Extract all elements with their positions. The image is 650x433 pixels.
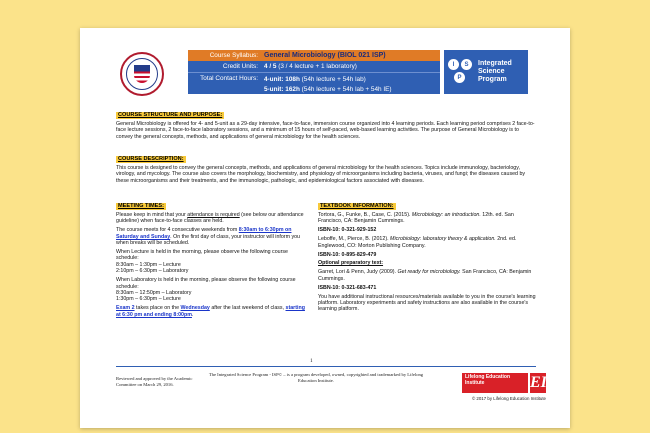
program-trademark-note: The Integrated Science Program - ISP© – is a program developed, owned, copyrighted and trademarked by Lifelong Education Institute. xyxy=(208,372,424,383)
meeting-times-text: Please keep in mind that your attendance is required (see below our attendance guideline) when face-to-face classes are held. The course meets for 4 consecutive weekends from 8:30am to 6:30pm on Saturday and Sunday. On the first day of class, your instructor will inform you when breaks will be scheduled. When Lecture is held in the morning, please observe the following course schedule: 8:30am – 1:30pm – Lecture 2:10pm – 6:30pm – Laboratory When Laboratory is held in the morning, please observe the following course schedule: 8:30am – 12:50pm – Laboratory 1:30pm – 6:30pm – Lecture Exam 2 takes place on the Wednesday after the last weekend of class, starting at 6:30 pm and ending 8:00pm. xyxy=(116,212,305,318)
structure-text: General Microbiology is offered for 4- and 5-unit as a 29-day intensive, face-to-face, immersion course organized into 4 learning periods. Each learning period comprises 2 face-to-face lecture sessions, 2 face-to-face laboratory sessions, and a minimum of 15 hours of self-paced, web-based learning activities. The purpose of General Microbiology is to convey the general concepts, methods, and applications of general microbiology for the health sciences. xyxy=(116,121,535,140)
contact-hours-label: Total Contact Hours: xyxy=(200,75,258,82)
resources-note: You have additional instructional resources/materials available to you in the course's learning platform. Laboratory experiments and safety instructions are also available in the course's learning platform. xyxy=(318,293,536,313)
course-syllabus-label: Course Syllabus: xyxy=(209,52,258,59)
course-header-table xyxy=(188,50,440,94)
university-seal-icon xyxy=(120,52,164,96)
syllabus-page xyxy=(80,28,570,428)
isbn-1: ISBN-10: 0-321-929-152 xyxy=(318,227,377,234)
exam-day-link[interactable]: Wednesday xyxy=(180,305,210,312)
copyright-note: © 2017 by Lifelong Education Institute xyxy=(471,396,546,401)
textbook-heading: TEXTBOOK INFORMATION: xyxy=(320,203,394,209)
lei-logo-icon: EI xyxy=(530,374,547,391)
course-title: General Microbiology (BIOL 021 ISP) xyxy=(264,52,386,59)
exam-time-link[interactable]: starting at 6:30 pm and ending 8:00pm xyxy=(116,305,305,318)
review-note: Reviewed and approved by the Academic Committee on March 29, 2016. xyxy=(116,376,193,387)
optional-text-heading: Optional preparatory text: xyxy=(318,260,384,267)
exam-2-link[interactable]: Exam 2 xyxy=(116,305,135,312)
structure-heading: COURSE STRUCTURE AND PURPOSE: xyxy=(118,112,223,118)
description-text: This course is designed to convey the general concepts, methods, and applications of general microbiology for the health sciences. Topics include immunology, bacteriology, virology, and mycology. The course also covers the morphology, biochemistry, and physiology of microorganisms including bacteria, viruses, and fungi; the diseases caused by these microorganisms and their treatments, and the immunologic, pathologic, and epidemiological factors associated with diseases. xyxy=(116,165,526,184)
credit-units-detail: (3 / 4 lecture + 1 laboratory) xyxy=(276,63,357,70)
five-unit-detail: (54h lecture + 54h lab + 54h IE) xyxy=(299,86,392,93)
weekend-hours-link[interactable]: 8:30am to 6:30pm on Saturday and Sunday xyxy=(116,227,292,240)
isp-logo-icon: I S P xyxy=(448,59,474,85)
four-unit-detail: (54h lecture + 54h lab) xyxy=(299,76,366,83)
description-heading: COURSE DESCRIPTION: xyxy=(118,156,184,162)
isbn-3: ISBN-10: 0-321-683-471 xyxy=(318,284,377,291)
footer-divider xyxy=(116,366,536,367)
five-unit-hours: 5-unit: 162h xyxy=(264,86,300,93)
textbook-text: Tortora, G., Funke, B., Case, C. (2015). Microbiology: an introduction. 12th. ed. San Francisco, CA: Benjamin Cummings. ISBN-10: 0-321-929-152 Leboffe, M., Pierce, B. (2012). Microbiology: laboratory theory & application. 2nd. ed. Englewood, CO: Morton Publishing Company. ISBN-10: 0-895-829-479 Optional preparatory text: Garret, Lori & Penn, Judy (2009). Get ready for microbiology. San Francisco, CA: Benjamin Cummings. ISBN-10: 0-321-683-471 You have additional instructional resources/materials available to you in the course's learning platform. Laboratory experiments and safety instructions are also available in the course's learning platform. xyxy=(318,212,536,313)
attendance-required-link[interactable]: attendance is required xyxy=(187,212,240,218)
credit-units-label: Credit Units: xyxy=(222,63,258,70)
credit-units-value: 4 / 5 xyxy=(264,63,277,70)
isp-logo-text: Integrated Science Program xyxy=(478,60,512,83)
lei-logo: Lifelong Education Institute xyxy=(462,373,528,393)
isbn-2: ISBN-10: 0-895-829-479 xyxy=(318,251,377,258)
page-number: 1 xyxy=(310,358,313,364)
course-title-row xyxy=(188,50,440,61)
meeting-times-heading: MEETING TIMES: xyxy=(118,203,164,209)
four-unit-hours: 4-unit: 108h xyxy=(264,76,300,83)
contact-hours-row xyxy=(188,72,440,94)
credit-units-row xyxy=(188,61,440,72)
isp-logo xyxy=(444,50,528,94)
